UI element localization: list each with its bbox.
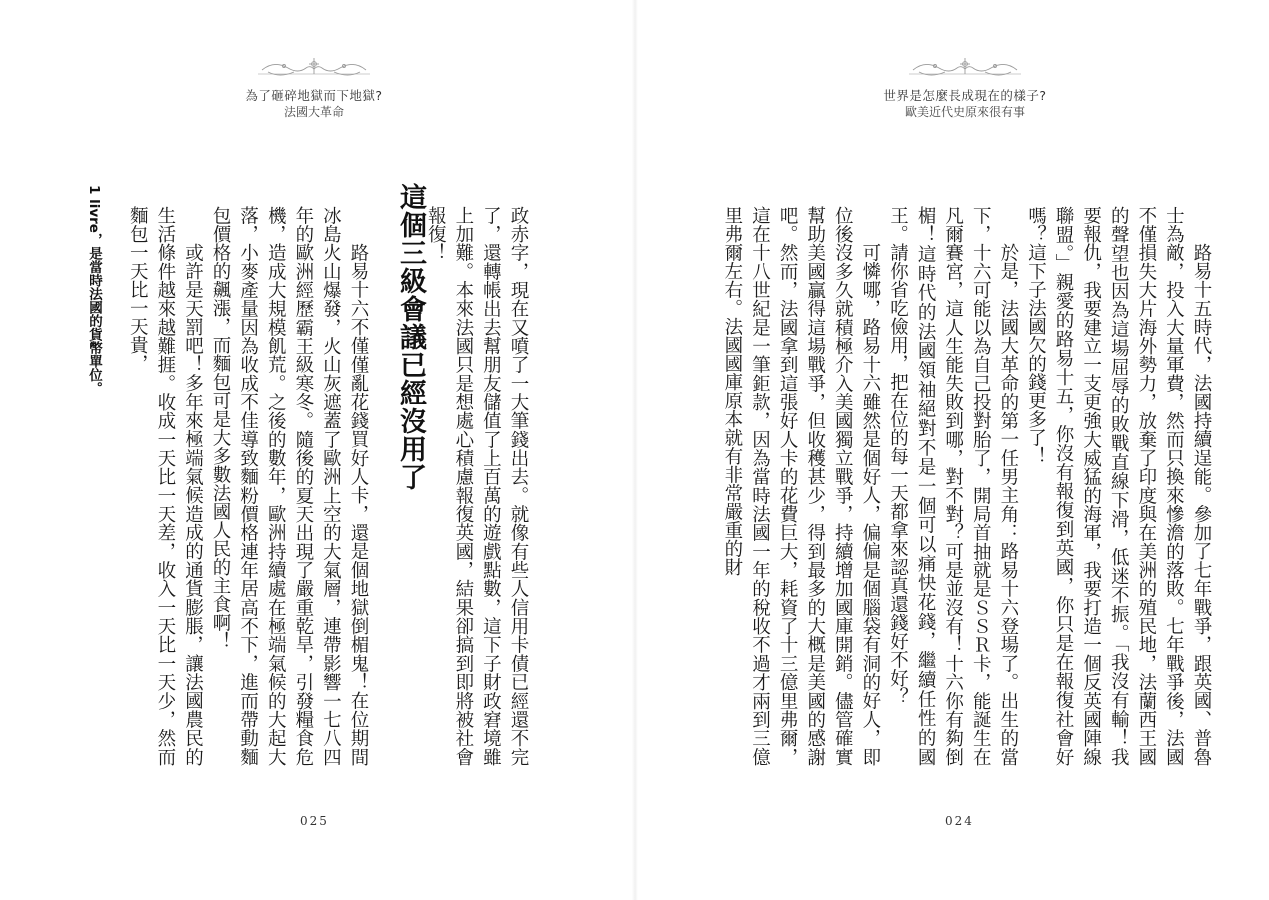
continuation-paragraph xyxy=(425,206,532,766)
paragraph: 於是，法國大革命的第一任男主角：路易十六登場了。出生的當下，十六可能以為自己投對胎了，開局首抽就是ＳＳＲ卡，能誕生在凡爾賽宮，這人生能失敗到哪，對不對？可是並沒有！十六你有夠倒楣！這時代的法國領袖絕對不是一個可以痛快花錢，繼續任性的國王。請你省吃儉用，把在位的每一天都拿來認真還錢好不好？ xyxy=(887,206,1019,766)
footnote: 1 livre，是當時法國的貨幣單位。 xyxy=(86,185,102,395)
paragraph: 或許是天罰吧！多年來極端氣候造成的通貨膨脹，讓法國農民的生活條件越來越難捱。收成一天比一天差，收入一天比一天少，然而麵包一天比一天貴， xyxy=(127,206,204,766)
section-heading: 這個三級會議已經沒用了 xyxy=(395,183,426,491)
paragraph: 路易十五時代，法國持續逞能。參加了七年戰爭，跟英國、普魯士為敵，投入大量軍費，然而只換來慘澹的落敗。七年戰爭後，法國不僅損失大片海外勢力，放棄了印度與在美洲的殖民地，法蘭西王國的聲望也因為這場屈辱的敗戰直線下滑，低迷不振。「我沒有輸！我要報仇，我要建立一支更強大威猛的海軍，我要打造一個反英國陣線聯盟。」親愛的路易十五，你沒有報復到英國，你只是在報復社會好嗎？這下子法國欠的錢更多了！ xyxy=(1025,206,1212,766)
header-title: 世界是怎麼長成現在的樣子? xyxy=(883,88,1047,103)
header-subtitle: 歐美近代史原來很有事 xyxy=(904,105,1025,119)
page-number: 025 xyxy=(300,814,329,828)
flourish-ornament-icon xyxy=(905,54,1025,84)
running-header xyxy=(845,88,1085,120)
body-text xyxy=(127,206,372,766)
header-subtitle: 法國大革命 xyxy=(283,105,344,119)
right-page xyxy=(635,0,1269,900)
paragraph: 可憐哪，路易十六雖然是個好人，偏偏是個腦袋有洞的好人，即位後沒多久就積極介入美國獨立戰爭，持續增加國庫開銷。儘管確實幫助美國贏得這場戰爭，但收穫甚少，得到最多的大概是美國的感謝吧。然而，法國拿到這張好人卡的花費巨大，耗資了十三億里弗爾，這在十八世紀是一筆鉅款，因為當時法國一年的稅收不過才兩到三億里弗爾左右。法國國庫原本就有非常嚴重的財 xyxy=(721,206,881,766)
page-number: 024 xyxy=(945,814,974,828)
left-page xyxy=(0,0,634,900)
running-header xyxy=(194,88,434,120)
flourish-ornament-icon xyxy=(254,54,374,84)
paragraph: 政赤字，現在又噴了一大筆錢出去。就像有些人信用卡債已經還不完了，還轉帳出去幫朋友儲值了上百萬的遊戲點數，這下子財政窘境雖上加難。本來法國只是想處心積慮報復英國，結果卻搞到即將被社會報復！ xyxy=(425,206,529,766)
paragraph: 路易十六不僅僅亂花錢買好人卡，還是個地獄倒楣鬼！在位期間冰島火山爆發，火山灰遮蓋了歐洲上空的大氣層，連帶影響一七八四年的歐洲經歷霸王級寒冬。隨後的夏天出現了嚴重乾旱，引發糧食危機，造成大規模飢荒。之後的數年，歐洲持續處在極端氣候的大起大落，小麥產量因為收成不佳導致麵粉價格連年居高不下，進而帶動麵包價格的飆漲，而麵包可是大多數法國人民的主食啊！ xyxy=(210,206,369,766)
body-text xyxy=(721,206,1215,766)
header-title: 為了砸碎地獄而下地獄? xyxy=(245,88,383,103)
